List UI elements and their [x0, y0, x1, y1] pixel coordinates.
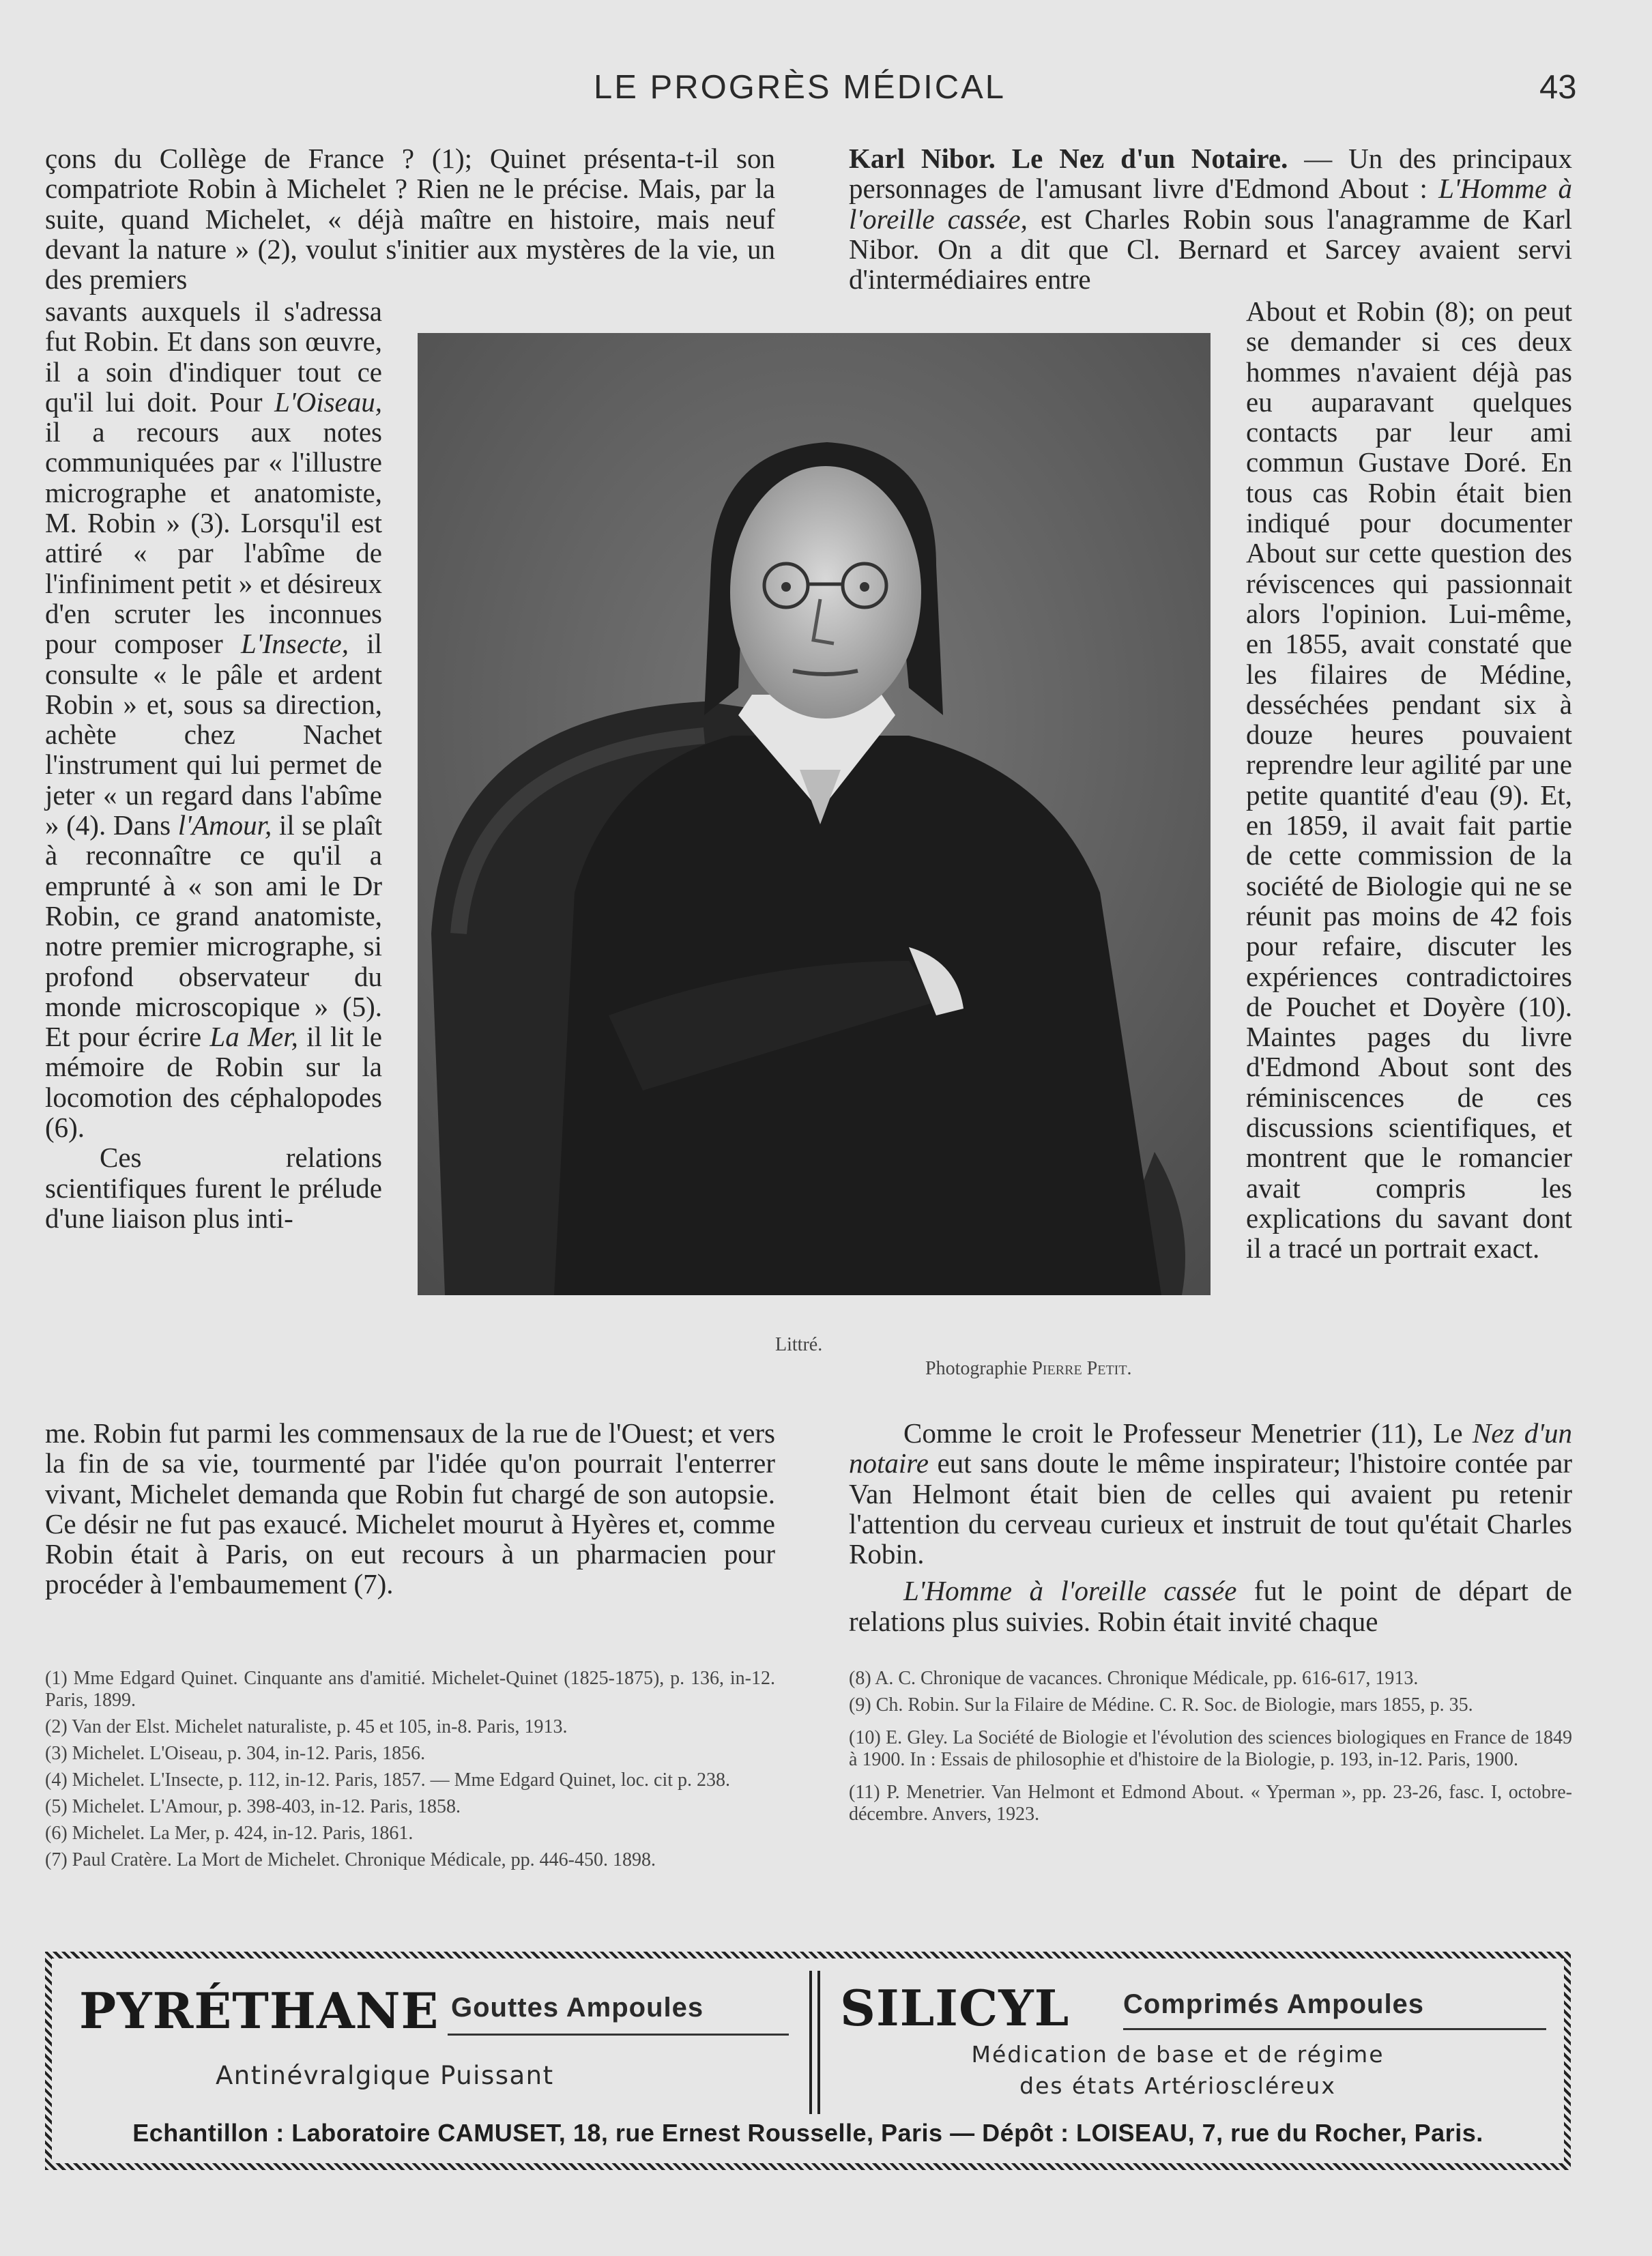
- photo-credit: Photographie Pierre Petit.: [925, 1358, 1132, 1379]
- footnote: (11) P. Menetrier. Van Helmont et Edmond About. « Yperman », pp. 23-26, fasc. I, octobre-décembre. Anvers, 1923.: [849, 1782, 1572, 1825]
- silicyl-description: Médication de base et de régime des états Artérioscléreux: [971, 2041, 1385, 2099]
- journal-title: LE PROGRÈS MÉDICAL: [594, 69, 1006, 106]
- left-column-top: [45, 143, 775, 294]
- ad-separator: [809, 1971, 820, 2114]
- left-column-bottom: [45, 1418, 775, 1600]
- portrait-illustration: [418, 333, 1211, 1295]
- right-top-paragraph: Karl Nibor. Le Nez d'un Notaire. — Un des principaux personnages de l'amusant livre d'Edmond About : L'Homme à l'oreille cassée, est Charles Robin sous l'anagramme de Karl Nibor. On a dit que Cl. Bernard et Sarcey avaient servi d'intermédiaires entre: [849, 143, 1573, 295]
- left-narrow-paragraph: savants auxquels il s'adressa fut Robin. Et dans son œuvre, il a soin d'indiquer tout ce qu'il lui doit. Pour L'Oiseau, il a recours aux notes communiquées par « l'illustre micrographe et anatomiste, M. Robin » (3). Lorsqu'il est attiré « par l'abîme de l'infiniment petit » et désireux d'en scruter les inconnues pour composer L'Insecte, il consulte « le pâle et ardent Robin » et, sous sa direction, achète chez Nachet l'instrument qui lui permet de jeter « un regard dans l'abîme » (4). Dans l'Amour, il se plaît à reconnaître ce qu'il a emprunté à « son ami le Dr Robin, ce grand anatomiste, notre premier micrographe, si profond observateur du monde microscopique » (5). Et pour écrire La Mer, il lit le mémoire de Robin sur la locomotion des céphalopodes (6).: [45, 295, 382, 1144]
- footnote: (1) Mme Edgard Quinet. Cinquante ans d'amitié. Michelet-Quinet (1825-1875), p. 136, in-12. Paris, 1899.: [45, 1668, 775, 1711]
- footnote: (9) Ch. Robin. Sur la Filaire de Médine. C. R. Soc. de Biologie, mars 1855, p. 35.: [849, 1694, 1473, 1716]
- footnote: (6) Michelet. La Mer, p. 424, in-12. Paris, 1861.: [45, 1823, 414, 1844]
- footnote: (8) A. C. Chronique de vacances. Chronique Médicale, pp. 616-617, 1913.: [849, 1668, 1419, 1689]
- pyrethane-brand: PYRÉTHANE: [79, 1982, 439, 2040]
- footnotes-left: [45, 1668, 775, 1876]
- silicyl-brand: SILICYL: [840, 1979, 1070, 2037]
- homme-paragraph: L'Homme à l'oreille cassée fut le point de départ de relations plus suivies. Robin était invité chaque: [849, 1575, 1572, 1637]
- pyrethane-forms: Gouttes Ampoules: [451, 1993, 704, 2023]
- right-narrow-paragraph: About et Robin (8); on peut se demander si ces deux hommes n'avaient déjà pas eu auparavant quelques contacts par leur ami commun Gustave Doré. En tous cas Robin était bien indiqué pour documenter About sur cette question des réviscences qui passionnait alors l'opinion. Lui-même, en 1855, avait constaté que les filaires de Médine, desséchées pendant six à douze heures pouvaient reprendre leur agilité par une petite quantité d'eau (9). Et, en 1859, il avait fait partie de cette commission de la société de Biologie qui ne se réunit pas moins de 42 fois pour refaire, discuter les expériences contradictoires de Pouchet et Doyère (10). Maintes pages du livre d'Edmond About sont des réminiscences de ces discussions scientifiques, et montrent que le romancier avait compris les explications du savant dont il a tracé un portrait exact.: [1246, 295, 1572, 1264]
- portrait-photo: [418, 333, 1211, 1295]
- silicyl-forms: Comprimés Ampoules: [1123, 1989, 1425, 2019]
- pyrethane-rule: [448, 2034, 789, 2036]
- ad-footer: Echantillon : Laboratoire CAMUSET, 18, rue Ernest Rousselle, Paris — Dépôt : LOISEAU, 7, rue du Rocher, Paris.: [132, 2119, 1483, 2147]
- photo-caption: Littré.: [775, 1334, 823, 1355]
- silicyl-rule: [1123, 2028, 1546, 2030]
- footnote: (4) Michelet. L'Insecte, p. 112, in-12. Paris, 1857. — Mme Edgard Quinet, loc. cit p. 238.: [45, 1769, 731, 1791]
- footnote: (7) Paul Cratère. La Mort de Michelet. Chronique Médicale, pp. 446-450. 1898.: [45, 1849, 656, 1870]
- right-column-narrow: [1246, 296, 1572, 1264]
- section-heading: Karl Nibor. Le Nez d'un Notaire.: [849, 143, 1288, 174]
- advertisement-box: [45, 1952, 1571, 2170]
- page-number: 43: [1539, 69, 1577, 106]
- footnotes-right: [849, 1668, 1572, 1830]
- footnote: (10) E. Gley. La Société de Biologie et l'évolution des sciences biologiques en France de 1849 à 1900. In : Essais de philosophie et d'histoire de la Biologie, p. 193, in-12. Paris, 1900.: [849, 1727, 1572, 1770]
- left-column-narrow: [45, 296, 382, 1233]
- right-column-bottom: [849, 1418, 1572, 1636]
- left-top-paragraph: çons du Collège de France ? (1); Quinet présenta-t-il son compatriote Robin à Michelet ? Rien ne le précise. Mais, par la suite, quand Michelet, « déjà maître en histoire, mais neuf devant la nature » (2), voulut s'initier aux mystères de la vie, un des premiers: [45, 143, 775, 295]
- menetrier-paragraph: Comme le croit le Professeur Menetrier (11), Le Nez d'un notaire eut sans doute le même inspirateur; l'histoire contée par Van Helmont était bien de celles qui avaient pu retenir l'attention du cerveau curieux et instruit de tout qu'était Charles Robin.: [849, 1417, 1572, 1570]
- footnote: (2) Van der Elst. Michelet naturaliste, p. 45 et 105, in-8. Paris, 1913.: [45, 1716, 568, 1737]
- relations-paragraph: Ces relations scientifiques furent le prélude d'une liaison plus inti-: [45, 1142, 382, 1234]
- footnote: (3) Michelet. L'Oiseau, p. 304, in-12. Paris, 1856.: [45, 1743, 426, 1764]
- footnote: (5) Michelet. L'Amour, p. 398-403, in-12. Paris, 1858.: [45, 1796, 461, 1817]
- pyrethane-description: Antinévralgique Puissant: [216, 2061, 554, 2090]
- right-column-top: [849, 143, 1572, 294]
- left-bottom-paragraph: me. Robin fut parmi les commensaux de la rue de l'Ouest; et vers la fin de sa vie, tourmenté par l'idée qu'on pourrait l'enterrer vivant, Michelet demanda que Robin fut chargé de son autopsie. Ce désir ne fut pas exaucé. Michelet mourut à Hyères et, comme Robin était à Paris, on eut recours à un pharmacien pour procéder à l'embaumement (7).: [45, 1417, 775, 1600]
